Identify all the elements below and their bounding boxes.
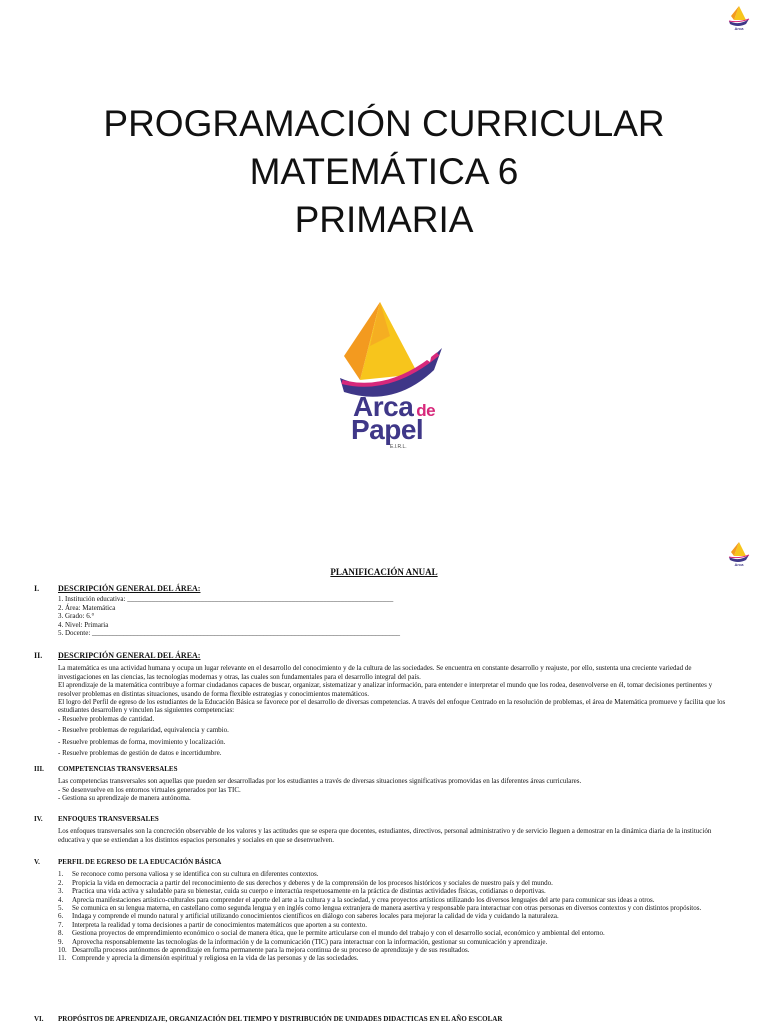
list-item: 3. Grado: 6.° xyxy=(58,612,95,621)
item-text: Comprende y aprecia la dimensión espiritual y religiosa en la vida de las personas y de las sociedades. xyxy=(72,954,359,963)
paragraph: El aprendizaje de la matemática contribuye a formar ciudadanos capaces de buscar, organizar, sistematizar y analizar información, para entender e interpretar el mundo que los rodea, desenvolverse en él, tomar decisiones pertinentes y resolver problemas en distintas situaciones, usando de forma flexible estrategias y conocimientos matemáticos. xyxy=(58,681,713,698)
list-item: 5. Docente: ________________________________________________________________________________________ xyxy=(58,629,401,638)
item-number: 3. xyxy=(58,887,64,896)
item-text: Se reconoce como persona valiosa y se identifica con su cultura en diferentes contextos. xyxy=(72,870,319,879)
list-item: - Resuelve problemas de regularidad, equivalencia y cambio. xyxy=(58,726,229,735)
section-body xyxy=(58,827,734,844)
section-heading-text: DESCRIPCIÓN GENERAL DEL ÁREA: xyxy=(58,651,201,660)
item-number: 6. xyxy=(58,912,64,921)
list-item: - Resuelve problemas de cantidad. xyxy=(58,714,155,723)
list-item xyxy=(58,954,734,962)
list-item xyxy=(58,946,734,954)
section-5 xyxy=(34,858,734,963)
list-item xyxy=(58,904,734,912)
paragraph: Las competencias transversales son aquellas que pueden ser desarrolladas por los estudiantes a través de diversas situaciones significativas promovidas en las diferentes áreas curriculares. xyxy=(58,777,582,786)
item-number: 1. xyxy=(58,870,64,879)
section-heading xyxy=(34,858,734,866)
section-number: III. xyxy=(34,765,44,773)
list-item: - Se desenvuelve en los entornos virtuales generados por las TIC. xyxy=(58,785,241,794)
section-heading xyxy=(34,1015,734,1023)
item-text: Gestiona proyectos de emprendimiento económico o social de manera ética, que le permite articularse con el mundo del trabajo y con el desarrollo social, económico y ambiental del entorno. xyxy=(72,929,605,938)
corner-logo-icon-2 xyxy=(726,540,752,570)
paragraph: La matemática es una actividad humana y ocupa un lugar relevante en el desarrollo del conocimiento y de la cultura de las sociedades. Se encuentra en constante desarrollo y reajuste, por ello, sustenta una creciente variedad de investigaciones en las ciencias, las tecnologías modernas y otras, las cuales son fundamentales para el desarrollo integral del país. xyxy=(58,664,692,681)
list-item xyxy=(58,887,734,895)
section-1 xyxy=(34,585,734,637)
item-number: 9. xyxy=(58,937,64,946)
corner-logo-icon xyxy=(726,4,752,34)
list-item xyxy=(58,921,734,929)
svg-text:Arca: Arca xyxy=(734,26,744,31)
item-text: Interpreta la realidad y toma decisiones a partir de conocimientos matemáticos que aporten a su contexto. xyxy=(72,920,368,929)
item-number: 4. xyxy=(58,895,64,904)
list-item: 2. Área: Matemática xyxy=(58,603,116,612)
section-heading-text: ENFOQUES TRANSVERSALES xyxy=(58,815,159,823)
section-number: V. xyxy=(34,858,40,866)
transversal-list xyxy=(58,786,734,803)
section-2 xyxy=(34,652,734,757)
list-item xyxy=(58,929,734,937)
section-heading xyxy=(34,652,734,660)
list-item: - Gestiona su aprendizaje de manera autónoma. xyxy=(58,794,191,803)
competencias-list xyxy=(58,715,734,758)
logo-suffix: E.I.R.L. xyxy=(390,444,407,450)
section-heading-text: PERFIL DE EGRESO DE LA EDUCACIÓN BÁSICA xyxy=(58,858,222,866)
cover-title-line-3: PRIMARIA xyxy=(294,199,474,240)
cover-title xyxy=(0,100,768,244)
section-heading-text: DESCRIPCIÓN GENERAL DEL ÁREA: xyxy=(58,584,201,593)
item-number: 5. xyxy=(58,904,64,913)
item-text: Aprecia manifestaciones artístico-culturales para comprender el aporte del arte a la cultura y a la sociedad, y crea proyectos artísticos utilizando los diversos lenguajes del arte para comunicar sus ideas a otros. xyxy=(72,895,655,904)
section-heading xyxy=(34,585,734,593)
section-body xyxy=(58,664,734,757)
list-item: 1. Institución educativa: ____________________________________________________________________________ xyxy=(58,595,394,604)
document-title: PLANIFICACIÓN ANUAL xyxy=(330,567,438,577)
list-item xyxy=(58,938,734,946)
section-number: II. xyxy=(34,651,43,660)
item-text: Aprovecha responsablemente las tecnologías de la información y de la comunicación (TIC) para interactuar con la información, gestionar su comunicación y aprendizaje. xyxy=(72,937,548,946)
list-item xyxy=(58,912,734,920)
logo-name-arca: Arca xyxy=(353,391,414,422)
list-item: - Resuelve problemas de forma, movimiento y localización. xyxy=(58,737,226,746)
section-heading xyxy=(34,815,734,823)
section-number: IV. xyxy=(34,815,43,823)
section-number: I. xyxy=(34,584,40,593)
item-text: Indaga y comprende el mundo natural y artificial utilizando conocimientos científicos en diálogo con saberes locales para mejorar la calidad de vida y cuidando la naturaleza. xyxy=(72,912,559,921)
section-body xyxy=(58,777,734,802)
section-heading xyxy=(34,765,734,773)
logo-name-papel: Papel xyxy=(351,414,424,445)
list-item: - Resuelve problemas de gestión de datos e incertidumbre. xyxy=(58,749,222,758)
paragraph: Los enfoques transversales son la concreción observable de los valores y las actitudes que se espera que docentes, estudiantes, directivos, personal administrativo y de servicio lleguen a demostrar en la dinámica diaria de la institución educativa y que se extiendan a los distintos espacios personales y sociales en que se desenvuelven. xyxy=(58,827,712,844)
section-number: VI. xyxy=(34,1015,44,1023)
svg-text:Arca: Arca xyxy=(734,562,744,567)
section-6 xyxy=(34,1015,734,1023)
item-number: 10. xyxy=(58,946,67,955)
section-heading-text: PROPÓSITOS DE APRENDIZAJE, ORGANIZACIÓN DEL TIEMPO Y DISTRIBUCIÓN DE UNIDADES DIDACTICAS EN EL AÑO ESCOLAR xyxy=(58,1015,503,1023)
section-3 xyxy=(34,765,734,803)
item-text: Propicia la vida en democracia a partir del reconocimiento de sus derechos y deberes y de la comprensión de los procesos históricos y sociales de nuestro país y del mundo. xyxy=(72,878,553,887)
item-text: Se comunica en su lengua materna, en castellano como segunda lengua y en inglés como lengua extranjera de manera asertiva y responsable para interactuar con otras personas en diversos contextos y con distintos propósitos. xyxy=(72,904,702,913)
item-number: 2. xyxy=(58,878,64,887)
list-item xyxy=(58,896,734,904)
logo-name-de: de xyxy=(416,401,436,420)
section-heading-text: COMPETENCIAS TRANSVERSALES xyxy=(58,765,178,773)
item-number: 11. xyxy=(58,954,67,963)
item-text: Practica una vida activa y saludable para su bienestar, cuida su cuerpo e interactúa respetuosamente en la práctica de distintas actividades físicas, cotidianas o deportivas. xyxy=(72,887,546,896)
cover-title-line-1: PROGRAMACIÓN CURRICULAR xyxy=(103,103,665,144)
general-info-list xyxy=(58,595,734,637)
section-4 xyxy=(34,815,734,844)
list-item: 4. Nivel: Primaria xyxy=(58,620,109,629)
paragraph: El logro del Perfil de egreso de los estudiantes de la Educación Básica se favorece por el desarrollo de diversas competencias. A través del enfoque Centrado en la resolución de problemas, el área de Matemática promueve y facilita que los estudiantes desarrollen y vinculen las siguientes competencias: xyxy=(58,698,726,715)
perfil-egreso-list xyxy=(58,870,734,962)
list-item xyxy=(58,870,734,878)
list-item xyxy=(58,879,734,887)
item-text: Desarrolla procesos autónomos de aprendizaje en forma permanente para la mejora continua de su proceso de aprendizaje y de sus resultados. xyxy=(72,946,470,955)
item-number: 7. xyxy=(58,920,64,929)
cover-title-line-2: MATEMÁTICA 6 xyxy=(249,151,519,192)
item-number: 8. xyxy=(58,929,64,938)
